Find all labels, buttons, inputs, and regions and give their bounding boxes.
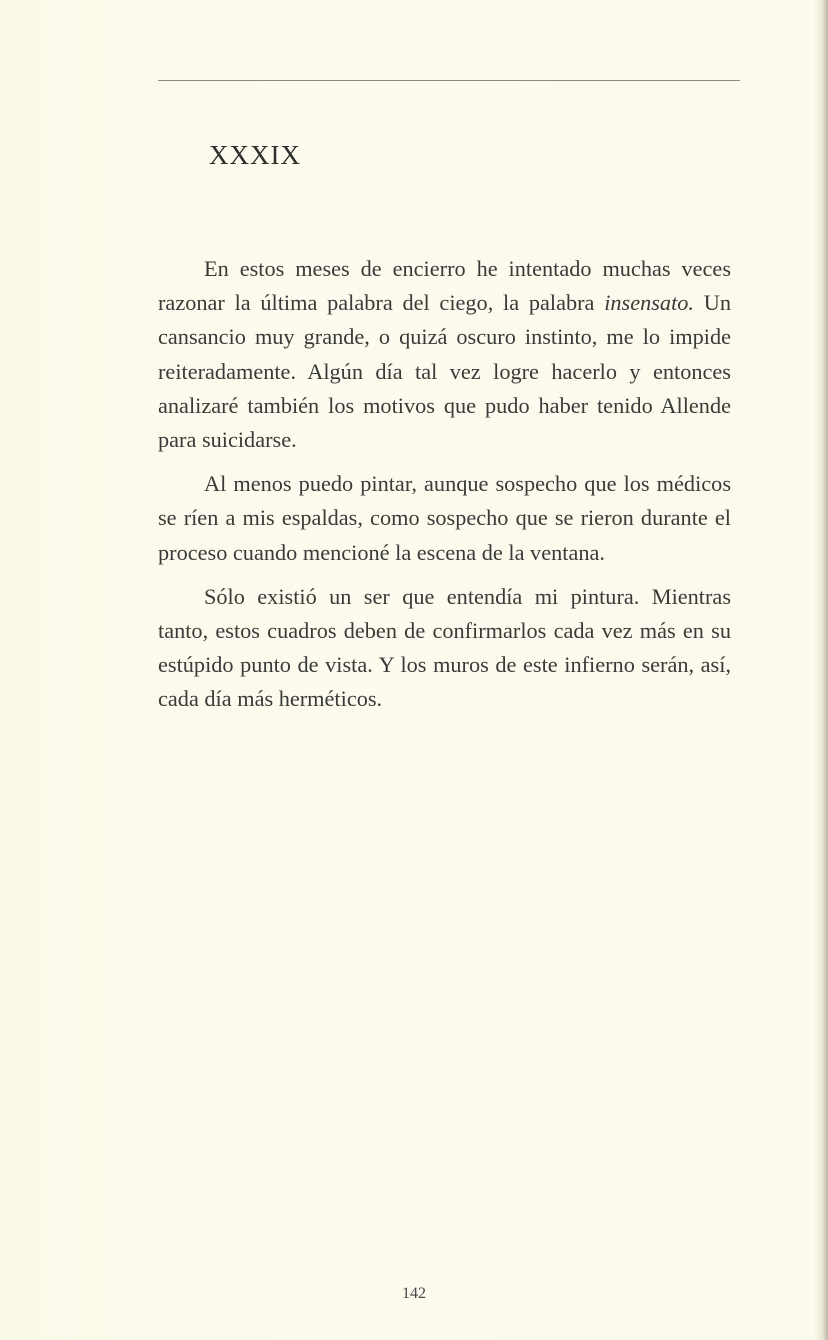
top-rule xyxy=(158,80,740,81)
paragraph-1-start: En estos meses de encierro he intentado muchas veces razonar la última palabra del ciego, la palabra xyxy=(158,256,731,316)
paragraph-2: Al menos puedo pintar, aunque sospecho que los médicos se ríen a mis espaldas, como sospecho que se rieron durante el proceso cuando mencioné la escena de la ventana. xyxy=(158,471,731,565)
page-number: 142 xyxy=(402,1285,426,1302)
paragraph-1 xyxy=(158,252,731,457)
paragraph-1-italic-word: insensato. xyxy=(604,290,694,316)
paragraph-3: Sólo existió un ser que entendía mi pintura. Mientras tanto, estos cuadros deben de confirmarlos cada vez más en su estúpido punto de vista. Y los muros de este infierno serán, así, cada día más herméticos. xyxy=(158,583,731,712)
chapter-title: XXXIX xyxy=(209,140,301,170)
page-edge-shadow xyxy=(814,0,828,1340)
paragraph-1-end: Un cansancio muy grande, o quizá oscuro instinto, me lo impide reiteradamente. Algún día tal vez logre hacerlo y entonces analizaré también los motivos que pudo haber tenido Allende para suicidarse. xyxy=(158,290,731,453)
body-text xyxy=(158,252,731,727)
